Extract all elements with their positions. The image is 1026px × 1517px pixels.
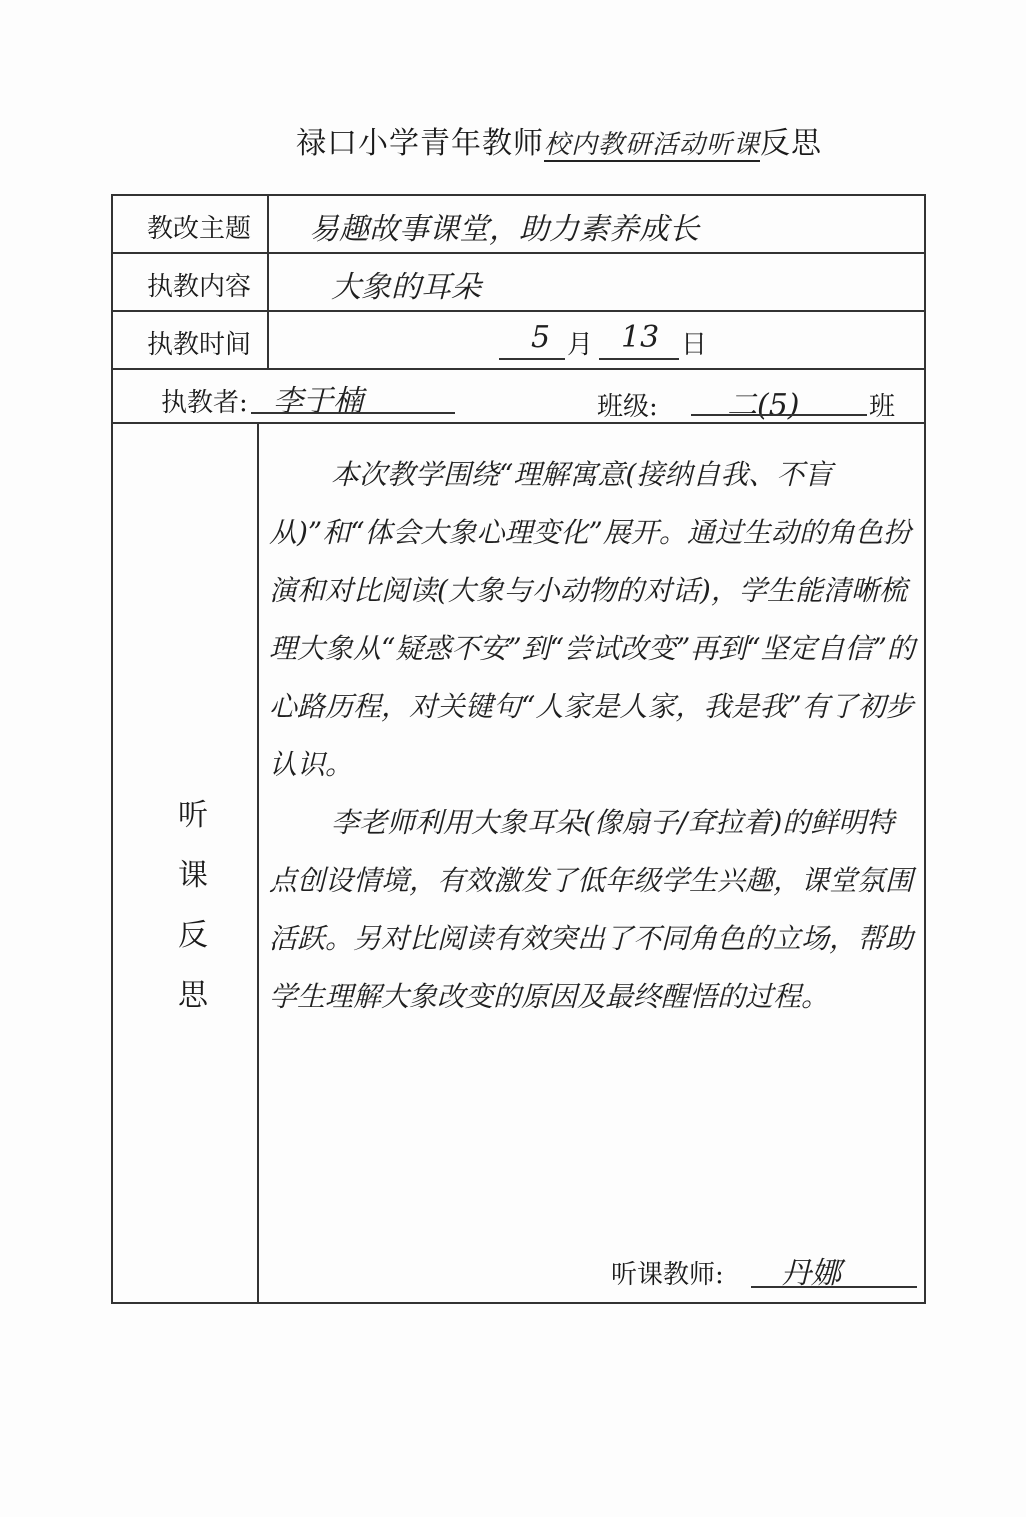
- observer-underline: [751, 1286, 917, 1288]
- teacher-name: 李于楠: [273, 384, 363, 419]
- month-underline: [499, 358, 565, 360]
- row-divider: [113, 422, 924, 424]
- teacher-underline: [251, 412, 455, 414]
- section-label-vertical: [173, 786, 213, 1026]
- section-label-char: 思: [178, 978, 208, 1013]
- day-underline: [599, 358, 679, 360]
- class-underline: [691, 414, 867, 416]
- class-label: 班级:: [597, 392, 658, 422]
- content-label: 执教内容: [147, 272, 252, 302]
- observer-label: 听课教师:: [611, 1260, 724, 1290]
- section-label-char: 课: [178, 858, 208, 893]
- column-divider: [257, 422, 259, 1304]
- class-value: 二(5): [727, 388, 800, 423]
- date-month-unit: 月: [567, 330, 594, 360]
- section-label-char: 反: [178, 918, 208, 953]
- section-label-char: 听: [178, 798, 208, 833]
- column-divider: [267, 196, 269, 368]
- reflection-paragraph: 李老师利用大象耳朵(像扇子/耷拉着)的鲜明特点创设情境，有效激发了低年级学生兴趣，课堂氛围活跃。另对比阅读有效突出了不同角色的立场，帮助学生理解大象改变的原因及最终醒悟的过程。: [269, 806, 914, 1013]
- reflection-text: [269, 446, 919, 1026]
- reflection-paragraph: 本次教学围绕“理解寓意(接纳自我、不盲从)”和“体会大象心理变化”展开。通过生动的角色扮演和对比阅读(大象与小动物的对话)，学生能清晰梳理大象从“疑惑不安”到“尝试改变”再到“坚定自信”的心路历程，对关键句“人家是人家，我是我”有了初步认识。: [269, 458, 915, 781]
- date-month: 5: [531, 320, 551, 355]
- class-unit: 班: [869, 392, 896, 422]
- teacher-label: 执教者:: [161, 388, 248, 418]
- date-label: 执教时间: [147, 330, 252, 360]
- row-divider: [113, 368, 924, 370]
- document-title: [296, 118, 822, 162]
- title-suffix: 反思: [760, 126, 823, 161]
- observer-name: 丹娜: [781, 1256, 841, 1291]
- title-handwritten-insert: 校内教研活动听课: [544, 130, 761, 160]
- date-day: 13: [621, 320, 660, 355]
- theme-label: 教改主题: [147, 214, 252, 244]
- row-divider: [113, 252, 924, 254]
- content-value: 大象的耳朵: [331, 270, 481, 305]
- title-prefix: 禄口小学青年教师: [296, 126, 544, 161]
- date-day-unit: 日: [681, 330, 708, 360]
- row-divider: [113, 310, 924, 312]
- reflection-form-table: [111, 194, 926, 1304]
- theme-value: 易趣故事课堂，助力素养成长: [309, 212, 699, 247]
